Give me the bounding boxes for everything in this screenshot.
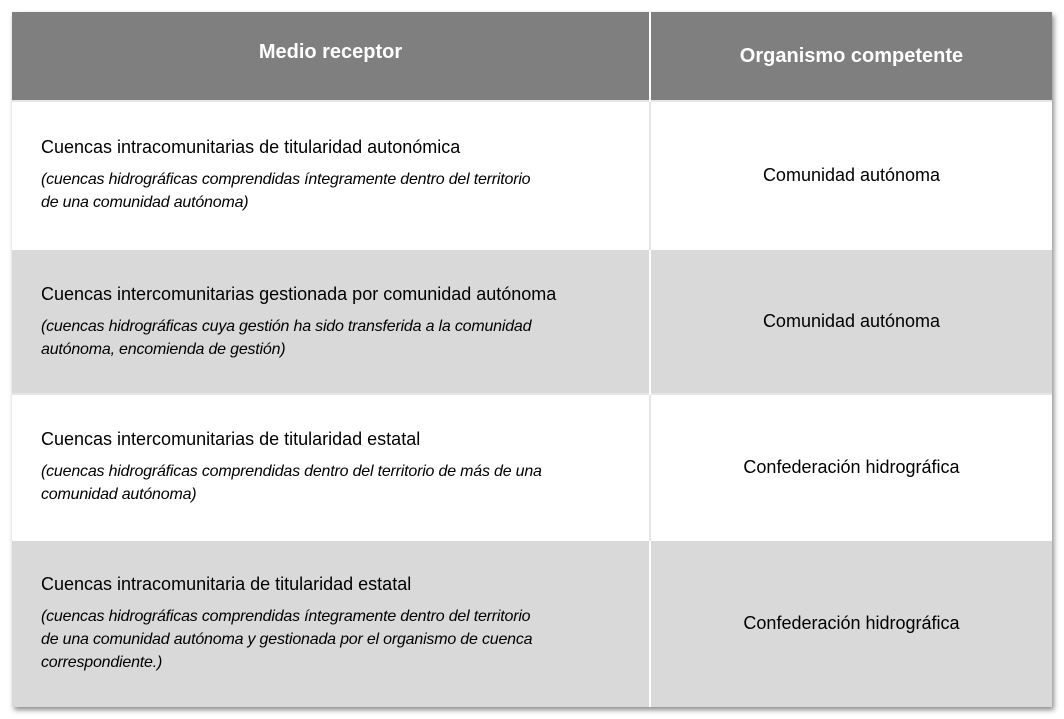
header-row	[12, 12, 1052, 101]
table-row	[12, 394, 1052, 539]
organismo-cell: Confederación hidrográfica	[650, 540, 1052, 707]
medio-title: Cuencas intercomunitarias de titularidad estatal	[41, 429, 421, 450]
medio-description: (cuencas hidrográficas comprendidas íntegramente dentro del territorio de una comunidad autónoma)	[41, 171, 531, 212]
table-row	[12, 540, 1052, 707]
medio-title: Cuencas intracomunitarias de titularidad autonómica	[41, 137, 461, 158]
medio-cell	[12, 249, 650, 394]
medio-cell	[12, 101, 650, 249]
organismo-cell: Comunidad autónoma	[650, 249, 1052, 394]
medio-cell	[12, 394, 650, 539]
organismos-table	[12, 12, 1052, 707]
medio-description: (cuencas hidrográficas comprendidas íntegramente dentro del territorio de una comunidad autónoma y gestionada por el organismo de cuenca correspondiente.)	[41, 608, 533, 672]
medio-description: (cuencas hidrográficas cuya gestión ha sido transferida a la comunidad autónoma, encomienda de gestión)	[41, 317, 532, 358]
table-row	[12, 249, 1052, 394]
medio-title: Cuencas intercomunitarias gestionada por comunidad autónoma	[41, 283, 557, 304]
medio-description: (cuencas hidrográficas comprendidas dentro del territorio de más de una comunidad autónoma)	[41, 463, 542, 504]
header-organismo-competente: Organismo competente	[650, 12, 1052, 101]
header-medio-receptor: Medio receptor	[12, 12, 650, 101]
medio-title: Cuencas intracomunitaria de titularidad estatal	[41, 574, 412, 595]
organismo-cell: Comunidad autónoma	[650, 101, 1052, 249]
organismo-cell: Confederación hidrográfica	[650, 394, 1052, 539]
medio-cell	[12, 540, 650, 707]
table-row	[12, 101, 1052, 249]
table-container	[12, 12, 1052, 707]
